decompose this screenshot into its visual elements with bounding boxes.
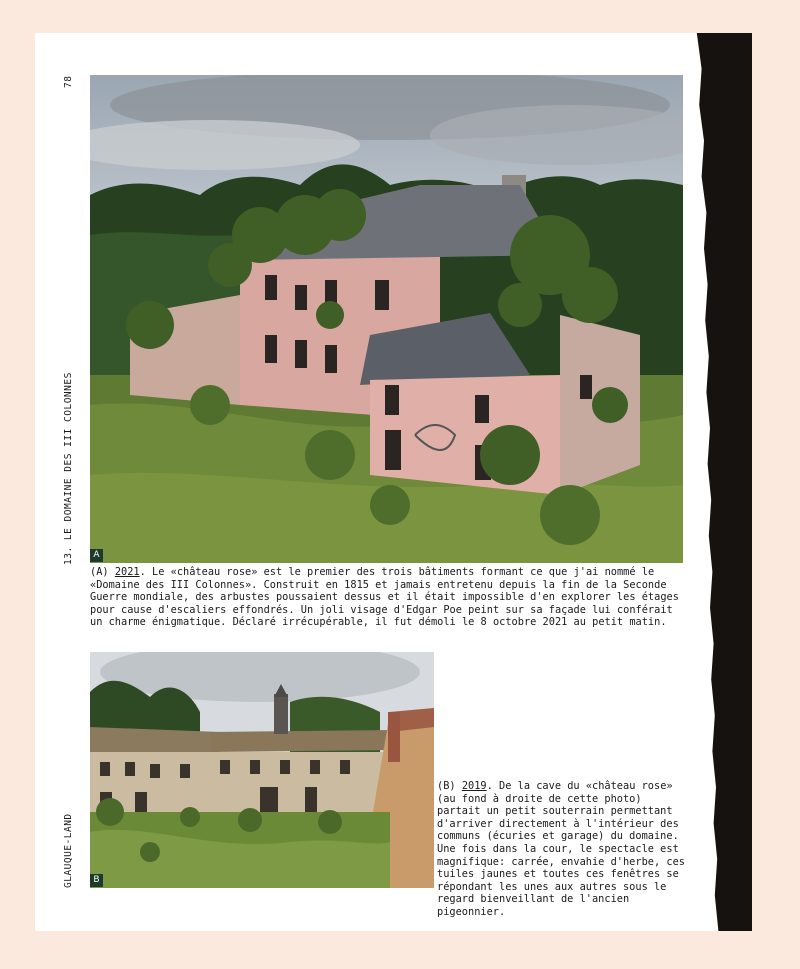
caption-b-year: 2019 [461, 780, 487, 792]
caption-a-year: 2021 [114, 566, 140, 578]
caption-a-text: . Le «château rose» est le premier des trois bâtiments formant ce que j'ai nommé le «Domaine des III Colonnes». Construit en 1815 et jamais entretenu depuis la fin de la Seconde Guerre mondiale, des arbustes poussaient dessus et il était impossible d'en explorer les étages pour cause d'escaliers effondrés. Un joli visage d'Edgar Poe peint sur sa façade lui conférait un charme énigmatique. Déclaré irrécupérable, il fut démoli le 8 octobre 2021 au petit matin. [90, 566, 679, 629]
page-number: 78 [63, 75, 74, 88]
photo-a-tag: A [90, 549, 103, 562]
photo-a-caption [90, 566, 680, 629]
caption-a-prefix: (A) [90, 566, 115, 578]
photo-b-tag: B [90, 874, 103, 887]
photo-b-caption [437, 780, 687, 919]
photo-chateau-rose [90, 75, 683, 563]
caption-b-prefix: (B) [437, 780, 462, 792]
book-title: GLAUQUE-LAND [63, 813, 74, 888]
photo-courtyard [90, 652, 434, 888]
chapter-title: 13. LE DOMAINE DES III COLONNES [63, 372, 74, 565]
caption-b-text: . De la cave du «château rose» (au fond à droite de cette photo) partait un petit souterrain permettant d'arriver directement à l'intérieur des communs (écuries et garage) du domaine. Une fois dans la cour, le spectacle est magnifique: carrée, envahie d'herbe, ces tuiles jaunes et toutes ces fenêtres se répondant les unes aux autres sous le regard bienveillant de l'ancien pigeonnier. [437, 780, 685, 918]
